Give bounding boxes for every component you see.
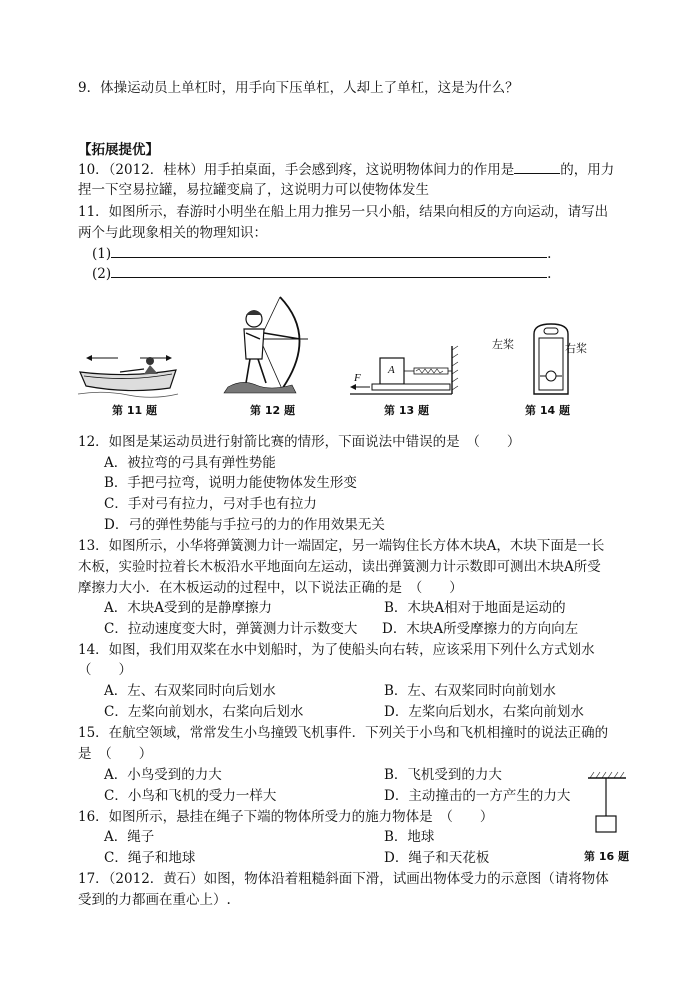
q15-option-c[interactable]: C．小鸟和飞机的受力一样大: [104, 788, 277, 804]
q13-option-c[interactable]: C．拉动速度变大时，弹簧测力计示数变大: [104, 621, 358, 637]
figure-11-boat: [78, 350, 178, 400]
figure-14-left-oar-label: 左桨: [492, 338, 514, 351]
q14-option-d[interactable]: D．左桨向后划水，右桨向前划水: [384, 704, 584, 720]
question-11-line2: 两个与此现象相关的物理知识：: [78, 225, 267, 241]
q11-blank1-end: .: [547, 246, 552, 262]
q15-option-b[interactable]: B．飞机受到的力大: [384, 767, 502, 783]
q13-option-a[interactable]: A．木块A受到的是静摩擦力: [104, 600, 272, 616]
q14-option-b[interactable]: B．左、右双桨同时向前划水: [384, 683, 556, 699]
q13-option-b[interactable]: B．木块A相对于地面是运动的: [384, 600, 566, 616]
question-9: 9．体操运动员上单杠时，用手向下压单杠，人却上了单杠，这是为什么？: [78, 80, 519, 96]
q11-blank1[interactable]: [111, 257, 547, 258]
q12-option-b[interactable]: B．手把弓拉弯，说明力能使物体发生形变: [104, 475, 357, 491]
section-title: 【拓展提优】: [78, 142, 159, 158]
q16-option-a[interactable]: A．绳子: [104, 829, 155, 845]
question-13-line3: 摩擦力大小．在木板运动的过程中，以下说法正确的是 （ ）: [78, 580, 463, 596]
figure-13-caption: 第 13 题: [384, 404, 429, 417]
q10-text-a: 10．（2012．桂林）用手拍桌面，手会感到疼，这说明物体间力的作用是: [78, 162, 515, 178]
q11-blank1-label: (1): [92, 246, 112, 262]
question-12-stem: 12．如图是某运动员进行射箭比赛的情形，下面说法中错误的是 （ ）: [78, 434, 521, 450]
figure-11-caption: 第 11 题: [112, 404, 157, 417]
q14-option-a[interactable]: A．左、右双桨同时向后划水: [104, 683, 276, 699]
q16-option-c[interactable]: C．绳子和地球: [104, 850, 196, 866]
figure-13-block-spring: [350, 346, 460, 398]
question-15-line2: 是 （ ）: [78, 746, 153, 762]
figure-12-archer: [222, 293, 312, 393]
q15-option-a[interactable]: A．小鸟受到的力大: [104, 767, 222, 783]
q14-option-c[interactable]: C．左桨向前划水，右桨向后划水: [104, 704, 304, 720]
figure-13-label-a: A: [388, 364, 395, 376]
q11-blank2-end: .: [547, 266, 552, 282]
q11-blank2-label: (2): [92, 266, 112, 282]
question-15-line1: 15．在航空领域，常常发生小鸟撞毁飞机事件．下列关于小鸟和飞机相撞时的说法正确的: [78, 725, 609, 741]
question-17-line2: 受到的力都画在重心上）.: [78, 892, 231, 908]
figure-16-caption: 第 16 题: [584, 850, 629, 863]
question-13-line2: 木板，实验时拉着长木板沿水平地面向左运动，读出弹簧测力计示数即可测出木块A所受: [78, 559, 601, 575]
q11-answer-line-2[interactable]: [92, 265, 551, 283]
figure-14-right-oar-label: 右桨: [565, 342, 587, 355]
figure-13-label-f: F: [354, 372, 361, 384]
q13-option-d[interactable]: D．木块A所受摩擦力的方向向左: [382, 621, 579, 637]
q16-option-d[interactable]: D．绳子和天花板: [384, 850, 490, 866]
question-13-line1: 13．如图所示，小华将弹簧测力计一端固定，另一端钩住长方体木块A，木块下面是一长: [78, 538, 605, 554]
figure-14-caption: 第 14 题: [525, 404, 570, 417]
q16-option-b[interactable]: B．地球: [384, 829, 435, 845]
q10-blank[interactable]: [514, 173, 560, 174]
question-11-line1: 11．如图所示，春游时小明坐在船上用力推另一只小船，结果向相反的方向运动，请写出: [78, 204, 609, 220]
figure-16-hanging-object: [588, 772, 628, 834]
question-16-stem: 16．如图所示，悬挂在绳子下端的物体所受力的施力物体是 （ ）: [78, 809, 494, 825]
q10-text-b: 的，用力: [560, 162, 615, 178]
question-14-line1: 14．如图，我们用双桨在水中划船时，为了使船头向右转，应该采用下列什么方式划水: [78, 642, 595, 658]
figure-12-caption: 第 12 题: [250, 404, 295, 417]
q15-option-d[interactable]: D．主动撞击的一方产生的力大: [384, 788, 571, 804]
question-17-line1: 17．（2012．黄石）如图，物体沿着粗糙斜面下滑，试画出物体受力的示意图（请将物体: [78, 871, 609, 887]
q12-option-a[interactable]: A．被拉弯的弓具有弹性势能: [104, 455, 276, 471]
question-10-line2: 捏一下空易拉罐，易拉罐变扁了，这说明力可以使物体发生: [78, 182, 429, 198]
question-14-line2: （ ）: [78, 662, 132, 678]
figure-14-boat-oars: [526, 324, 576, 396]
q11-answer-line-1[interactable]: [92, 245, 551, 263]
q12-option-c[interactable]: C．手对弓有拉力，弓对手也有拉力: [104, 496, 317, 512]
question-10-line1: [78, 160, 614, 180]
q12-option-d[interactable]: D．弓的弹性势能与手拉弓的力的作用效果无关: [104, 517, 385, 533]
q11-blank2[interactable]: [111, 277, 547, 278]
